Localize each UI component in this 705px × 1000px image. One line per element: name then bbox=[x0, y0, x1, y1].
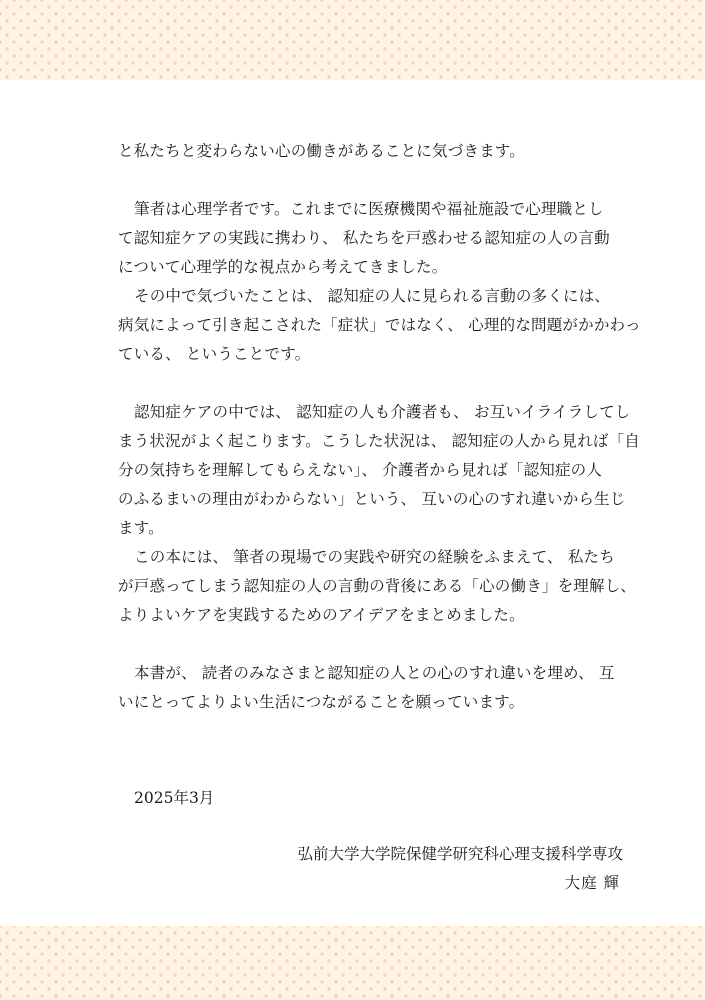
text-line: いにとってよりよい生活につながることを願っています。 bbox=[118, 693, 525, 711]
text-line: て認知症ケアの実践に携わり、 私たちを戸惑わせる認知症の人の言動 bbox=[118, 229, 610, 247]
author-affiliation: 弘前大学大学院保健学研究科心理支援科学専攻 bbox=[297, 845, 623, 863]
text-line: 筆者は心理学者です。これまでに医療機関や福祉施設で心理職とし bbox=[134, 200, 604, 218]
text-line: と私たちと変わらない心の働きがあることに気づきます。 bbox=[118, 142, 525, 160]
paragraph-gap bbox=[118, 630, 604, 659]
text-line: が戸惑ってしまう認知症の人の言動の背後にある「心の働き」を理解し、 bbox=[118, 577, 637, 595]
text-line: 認知症ケアの中では、 認知症の人も介護者も、 お互いイライラしてし bbox=[134, 403, 631, 421]
text-line: 本書が、 読者のみなさまと認知症の人との心のすれ違いを埋め、 互 bbox=[134, 664, 615, 682]
text-line: ます。 bbox=[118, 519, 164, 537]
decorative-bottom-band bbox=[0, 926, 705, 1000]
preface-body bbox=[118, 137, 641, 717]
text-line: について心理学的な視点から考えてきました。 bbox=[118, 258, 448, 276]
date-line: 2025年3月 bbox=[134, 789, 215, 807]
author-name: 大庭 輝 bbox=[564, 874, 620, 892]
paragraph-gap bbox=[118, 369, 604, 398]
text-line: その中で気づいたことは、 認知症の人に見られる言動の多くには、 bbox=[134, 287, 611, 305]
text-line: よりよいケアを実践するためのアイデアをまとめました。 bbox=[118, 606, 525, 624]
text-line: 分の気持ちを理解してもらえない」、 介護者から見れば「認知症の人 bbox=[118, 461, 603, 479]
text-line: ている、 ということです。 bbox=[118, 345, 311, 363]
text-line: この本には、 筆者の現場での実践や研究の経験をふまえて、 私たち bbox=[134, 548, 615, 566]
text-line: まう状況がよく起こります。こうした状況は、 認知症の人から見れば「自 bbox=[118, 432, 640, 450]
text-line: のふるまいの理由がわからない」という、 互いの心のすれ違いから生じ bbox=[118, 490, 626, 508]
decorative-top-band bbox=[0, 0, 705, 80]
paragraph-gap bbox=[118, 166, 604, 195]
text-line: 病気によって引き起こされた「症状」ではなく、 心理的な問題がかかわっ bbox=[118, 316, 641, 334]
